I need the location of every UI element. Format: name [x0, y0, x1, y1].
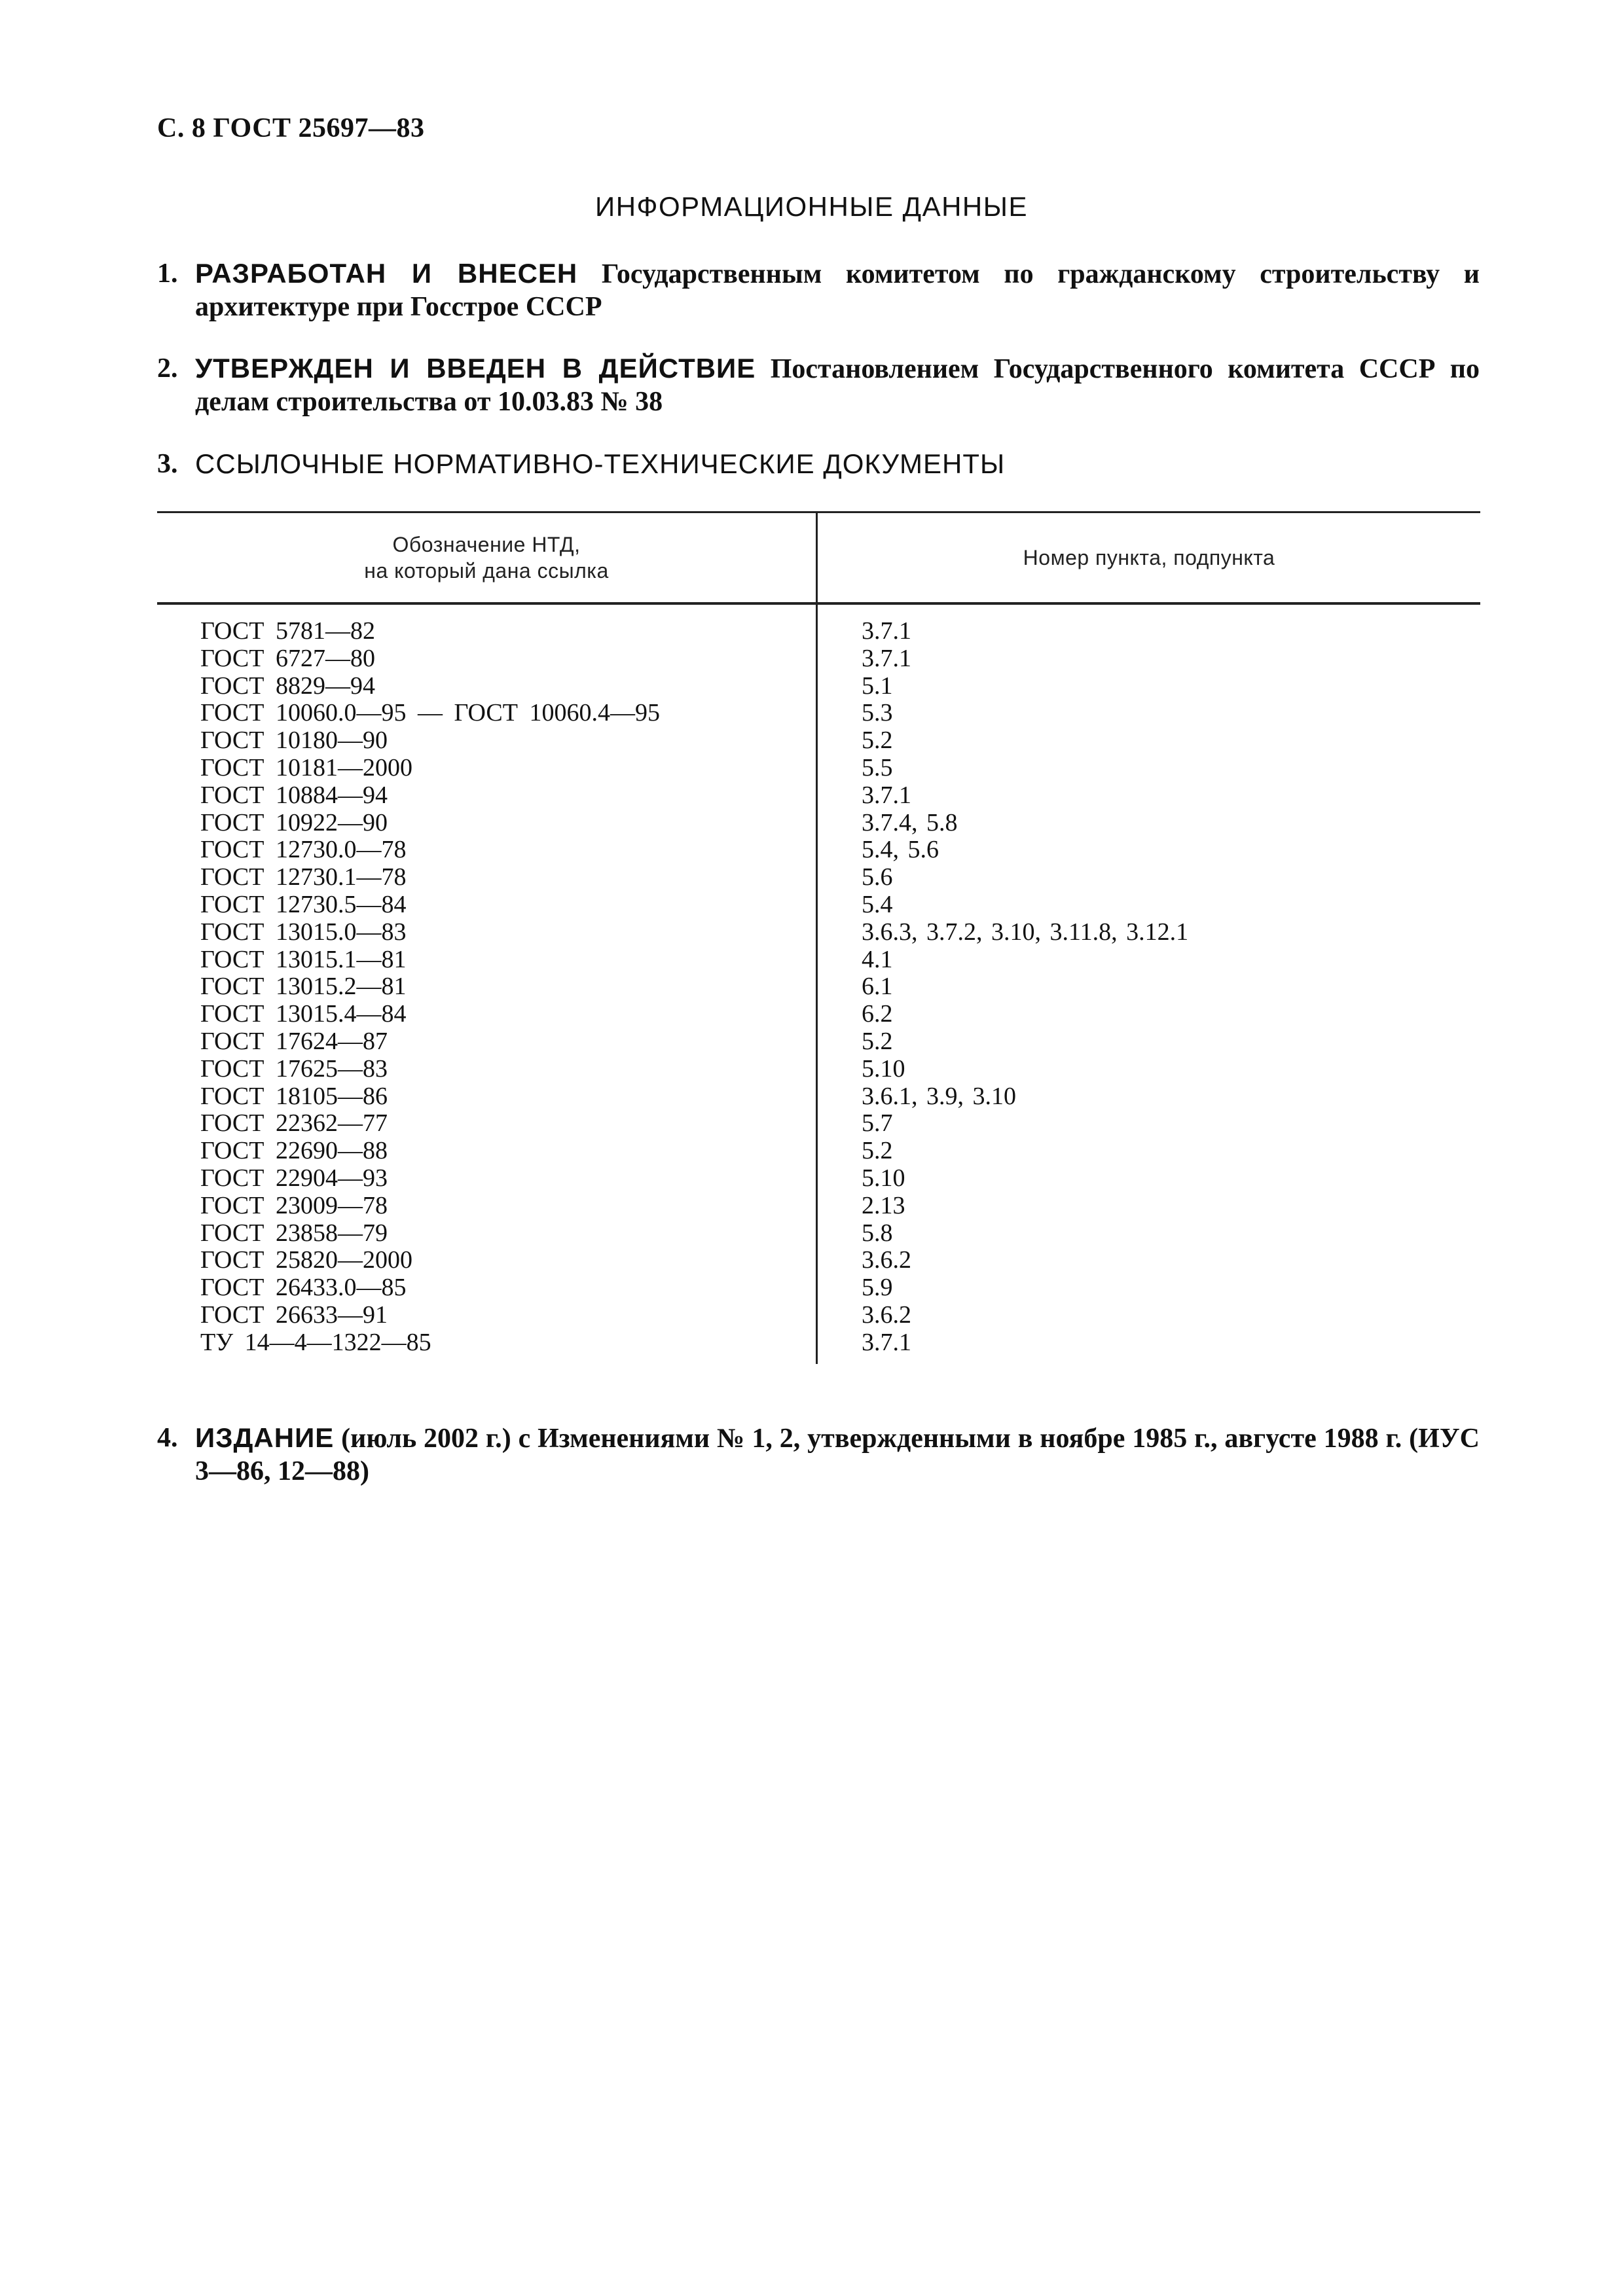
table-row — [0, 700, 1623, 727]
info-item-1 — [157, 257, 1480, 323]
document-designation: ГОСТ 10922—90 — [200, 808, 388, 836]
clause-number: 5.4, 5.6 — [862, 836, 939, 864]
document-designation: ГОСТ 13015.4—84 — [200, 1000, 407, 1028]
table-row — [0, 1138, 1623, 1165]
document-designation: ГОСТ 25820—2000 — [200, 1246, 412, 1274]
clause-number: 2.13 — [862, 1191, 905, 1219]
table-row — [0, 1302, 1623, 1329]
item-number: 2. — [157, 353, 178, 384]
document-designation: ГОСТ 26433.0—85 — [200, 1274, 407, 1302]
table-row — [0, 973, 1623, 1001]
item-text: Постановлением Государственного комитета СССР по делам строительства от 10.03.83 № 38 — [195, 354, 1480, 417]
document-designation: ГОСТ 12730.1—78 — [200, 863, 407, 891]
clause-number: 3.7.1 — [862, 644, 911, 672]
info-item-2 — [157, 352, 1480, 418]
table-row — [0, 1083, 1623, 1111]
document-designation: ГОСТ 26633—91 — [200, 1300, 388, 1329]
header-line: на который дана ссылка — [364, 559, 609, 583]
table-body — [0, 618, 1623, 1357]
header-line: Обозначение НТД, — [392, 533, 581, 556]
document-designation: ГОСТ 13015.1—81 — [200, 945, 407, 973]
item-lead: РАЗРАБОТАН И ВНЕСЕН — [195, 258, 578, 289]
document-designation: ГОСТ 22690—88 — [200, 1137, 388, 1165]
table-row — [0, 1247, 1623, 1274]
document-designation: ГОСТ 22362—77 — [200, 1109, 388, 1138]
table-row — [0, 1165, 1623, 1193]
table-header-rule — [157, 602, 1480, 605]
clause-number: 5.7 — [862, 1109, 893, 1138]
document-designation: ГОСТ 13015.2—81 — [200, 973, 407, 1001]
clause-number: 5.2 — [862, 1027, 893, 1055]
table-header-designation — [157, 531, 816, 584]
item-text: Государственным комитетом по гражданскому строительству и архитектуре при Госстрое СССР — [195, 259, 1480, 322]
table-row — [0, 1001, 1623, 1028]
document-designation: ГОСТ 5781—82 — [200, 617, 375, 645]
clause-number: 5.5 — [862, 753, 893, 781]
table-row — [0, 782, 1623, 810]
item-lead: ИЗДАНИЕ — [195, 1422, 335, 1453]
document-designation: ГОСТ 23858—79 — [200, 1219, 388, 1247]
table-row — [0, 1056, 1623, 1083]
clause-number: 5.8 — [862, 1219, 893, 1247]
table-row — [0, 1193, 1623, 1220]
document-designation: ГОСТ 10181—2000 — [200, 753, 412, 781]
document-designation: ГОСТ 17624—87 — [200, 1027, 388, 1055]
table-header-clause: Номер пункта, подпункта — [1023, 546, 1275, 569]
item-lead: УТВЕРЖДЕН И ВВЕДЕН В ДЕЙСТВИЕ — [195, 353, 756, 384]
table-row — [0, 645, 1623, 673]
clause-number: 6.2 — [862, 1000, 893, 1028]
item-number: 3. — [157, 449, 178, 479]
clause-number: 6.1 — [862, 973, 893, 1001]
page-header: С. 8 ГОСТ 25697—83 — [157, 113, 425, 143]
table-row — [0, 946, 1623, 974]
clause-number: 3.6.3, 3.7.2, 3.10, 3.11.8, 3.12.1 — [862, 918, 1189, 946]
document-designation: ГОСТ 17625—83 — [200, 1054, 388, 1083]
clause-number: 3.6.2 — [862, 1300, 911, 1329]
document-designation: ГОСТ 8829—94 — [200, 672, 375, 700]
info-item-3 — [157, 448, 1480, 481]
clause-number: 5.1 — [862, 672, 893, 700]
table-row — [0, 1028, 1623, 1056]
item-text: (июль 2002 г.) с Изменениями № 1, 2, утвержденными в ноябре 1985 г., августе 1988 г. (ИУС 3—86, 12—88) — [195, 1424, 1480, 1486]
clause-number: 4.1 — [862, 945, 893, 973]
table-row — [0, 1329, 1623, 1357]
table-row — [0, 618, 1623, 645]
clause-number: 3.7.1 — [862, 1328, 911, 1356]
clause-number: 5.2 — [862, 726, 893, 755]
item-number: 1. — [157, 259, 178, 289]
document-designation: ГОСТ 23009—78 — [200, 1191, 388, 1219]
document-designation: ГОСТ 10884—94 — [200, 781, 388, 809]
table-row — [0, 864, 1623, 891]
clause-number: 3.6.2 — [862, 1246, 911, 1274]
table-top-rule — [157, 511, 1480, 513]
document-designation: ГОСТ 10180—90 — [200, 726, 388, 755]
page-title: ИНФОРМАЦИОННЫЕ ДАННЫЕ — [595, 191, 1028, 222]
clause-number: 3.7.1 — [862, 781, 911, 809]
clause-number: 5.4 — [862, 890, 893, 918]
table-row — [0, 673, 1623, 700]
table-row — [0, 891, 1623, 919]
item-lead: ССЫЛОЧНЫЕ НОРМАТИВНО-ТЕХНИЧЕСКИЕ ДОКУМЕНТЫ — [195, 448, 1006, 479]
clause-number: 5.3 — [862, 699, 893, 727]
table-row — [0, 810, 1623, 837]
document-designation: ГОСТ 12730.5—84 — [200, 890, 407, 918]
clause-number: 3.6.1, 3.9, 3.10 — [862, 1082, 1016, 1110]
table-row — [0, 836, 1623, 864]
clause-number: 5.10 — [862, 1164, 905, 1192]
table-row — [0, 919, 1623, 946]
document-designation: ГОСТ 6727—80 — [200, 644, 375, 672]
clause-number: 5.10 — [862, 1054, 905, 1083]
table-row — [0, 1220, 1623, 1247]
document-designation: ГОСТ 10060.0—95 — ГОСТ 10060.4—95 — [200, 699, 660, 727]
item-number: 4. — [157, 1423, 178, 1453]
document-designation: ГОСТ 12730.0—78 — [200, 836, 407, 864]
document-designation: ГОСТ 13015.0—83 — [200, 918, 407, 946]
document-designation: ГОСТ 22904—93 — [200, 1164, 388, 1192]
clause-number: 5.2 — [862, 1137, 893, 1165]
clause-number: 3.7.4, 5.8 — [862, 808, 958, 836]
clause-number: 5.9 — [862, 1274, 893, 1302]
table-row — [0, 755, 1623, 782]
table-row — [0, 1274, 1623, 1302]
table-row — [0, 727, 1623, 755]
document-designation: ТУ 14—4—1322—85 — [200, 1328, 431, 1356]
document-designation: ГОСТ 18105—86 — [200, 1082, 388, 1110]
table-row — [0, 1110, 1623, 1138]
clause-number: 5.6 — [862, 863, 893, 891]
info-item-4 — [157, 1422, 1480, 1488]
clause-number: 3.7.1 — [862, 617, 911, 645]
